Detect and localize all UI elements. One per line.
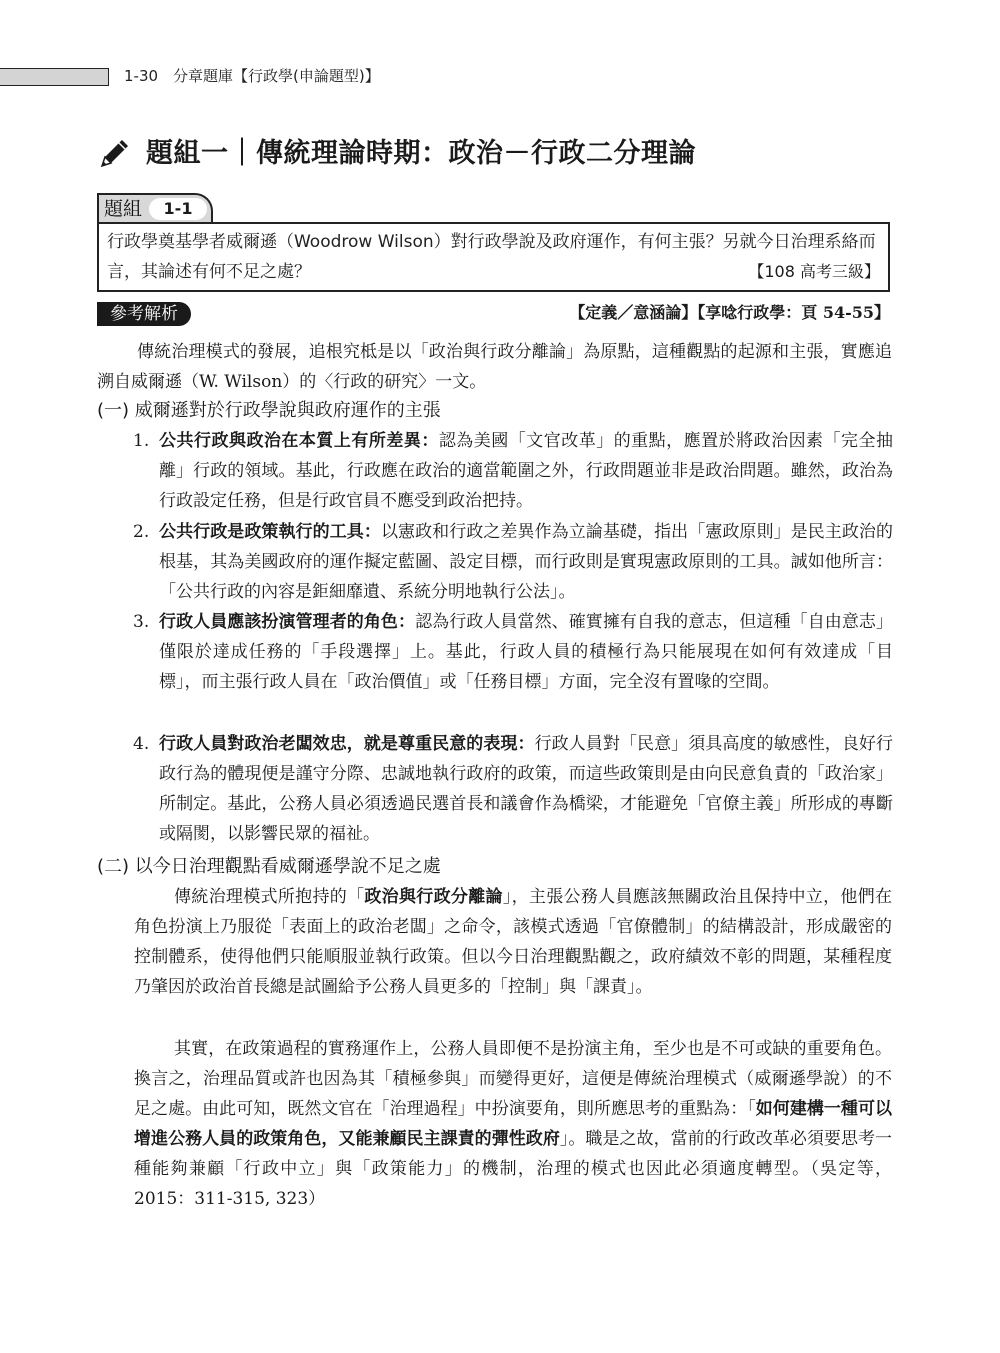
list-item <box>133 729 893 849</box>
emphasis-text: 政治與行政分離論 <box>364 887 503 907</box>
question-tab <box>97 193 213 223</box>
section-title: 題組一｜傳統理論時期：政治－行政二分理論 <box>146 138 696 169</box>
item-heading: 公共行政與政治在本質上有所差異： <box>159 431 439 451</box>
text-span: 其實，在政策過程的實務運作上，公務人員即便不是扮演主角，至少也是不可或缺的重要角色。換言之，治理品質或許也因為其「積極參與」而變得更好，這便是傳統治理模式（威爾遜學說）的不足之處。由此可知，既然文官在「治理過程」中扮演要角，則所應思考的重點為：「 <box>134 1039 892 1119</box>
reference-tag: 參考解析 <box>97 302 191 326</box>
question-source: 【108 高考三級】 <box>748 262 880 281</box>
pencil-icon <box>96 136 132 172</box>
item-number: 2. <box>133 522 150 542</box>
list-item <box>133 426 893 516</box>
question-number: 1-1 <box>149 198 207 220</box>
title-row <box>96 134 896 178</box>
item-number: 1. <box>133 431 150 451</box>
item-text: 認為行政人員當然、確實擁有自我的意志，但這種「自由意志」僅限於達成任務的「手段選擇」上。基此，行政人員的積極行為只能展現在如何有效達成「目標」，而主張行政人員在「政治價值」或「任務目標」方面，完全沒有置喙的空間。 <box>159 612 894 692</box>
reference-citation: 【定義／意涵論】【享唸行政學：頁 54-55】 <box>569 303 890 322</box>
item-number: 4. <box>133 734 150 754</box>
question-box <box>97 222 890 292</box>
list-item <box>133 607 893 697</box>
item-number: 3. <box>133 612 150 632</box>
item-heading: 行政人員對政治老闆效忠，就是尊重民意的表現： <box>159 734 535 754</box>
item-text: 認為美國「文官改革」的重點，應置於將政治因素「完全抽離」行政的領域。基此，行政應在政治的適當範圍之外，行政問題並非是政治問題。雖然，政治為行政設定任務，但是行政官員不應受到政治把持。 <box>159 431 894 511</box>
page-header <box>0 66 500 88</box>
item-heading: 行政人員應該扮演管理者的角色： <box>159 612 416 632</box>
intro-paragraph: 傳統治理模式的發展，追根究柢是以「政治與行政分離論」為原點，這種觀點的起源和主張，實應追溯自威爾遜（W. Wilson）的〈行政的研究〉一文。 <box>97 342 892 392</box>
list-item <box>133 517 893 607</box>
item-text: 以憲政和行政之差異作為立論基礎，指出「憲政原則」是民主政治的根基，其為美國政府的運作擬定藍圖、設定目標，而行政則是實現憲政原則的工具。誠如他所言：「公共行政的內容是鉅細靡遺、系統分明地執行公法」。 <box>159 522 894 602</box>
header-bar <box>0 68 109 86</box>
item-text: 行政人員對「民意」須具高度的敏感性，良好行政行為的體現便是謹守分際、忠誠地執行政府的政策，而這些政策則是由向民意負責的「政治家」所制定。基此，公務人員必須透過民選首長和議會作為橋梁，才能避免「官僚主義」所形成的專斷或隔閡，以影響民眾的福祉。 <box>159 734 894 844</box>
emphasis-text: 如何建構一種可以增進公務人員的政策角色，又能兼顧民主課責的彈性政府 <box>134 1099 893 1149</box>
question-text: 行政學奠基學者威爾遜（Woodrow Wilson）對行政學說及政府運作，有何主張？另就今日治理系絡而言，其論述有何不足之處？ <box>107 232 876 282</box>
section2-heading: (二) 以今日治理觀點看威爾遜學說不足之處 <box>97 856 441 877</box>
item-heading: 公共行政是政策執行的工具： <box>159 522 381 542</box>
question-tab-label: 題組 <box>104 198 143 220</box>
page-label: 1-30 分章題庫【行政學(申論題型)】 <box>124 67 380 85</box>
section2-paragraph-1 <box>134 882 892 1002</box>
section1-heading: (一) 威爾遜對於行政學說與政府運作的主張 <box>97 400 441 421</box>
text-span: 傳統治理模式所抱持的「 <box>174 887 365 907</box>
text-span: 」，主張公務人員應該無關政治且保持中立，他們在角色扮演上乃服從「表面上的政治老闆」之命令，該模式透過「官僚體制」的結構設計，形成嚴密的控制體系，使得他們只能順服並執行政策。但以今日治理觀點觀之，政府績效不彰的問題，某種程度乃肇因於政治首長總是試圖給予公務人員更多的「控制」與「課責」。 <box>134 887 893 997</box>
text-span: 」。職是之故，當前的行政改革必須要思考一種能夠兼顧「行政中立」與「政策能力」的機制，治理的模式也因此必須適度轉型。（吳定等，2015：311-315, 323） <box>134 1129 893 1209</box>
section2-paragraph-2 <box>134 1034 892 1214</box>
